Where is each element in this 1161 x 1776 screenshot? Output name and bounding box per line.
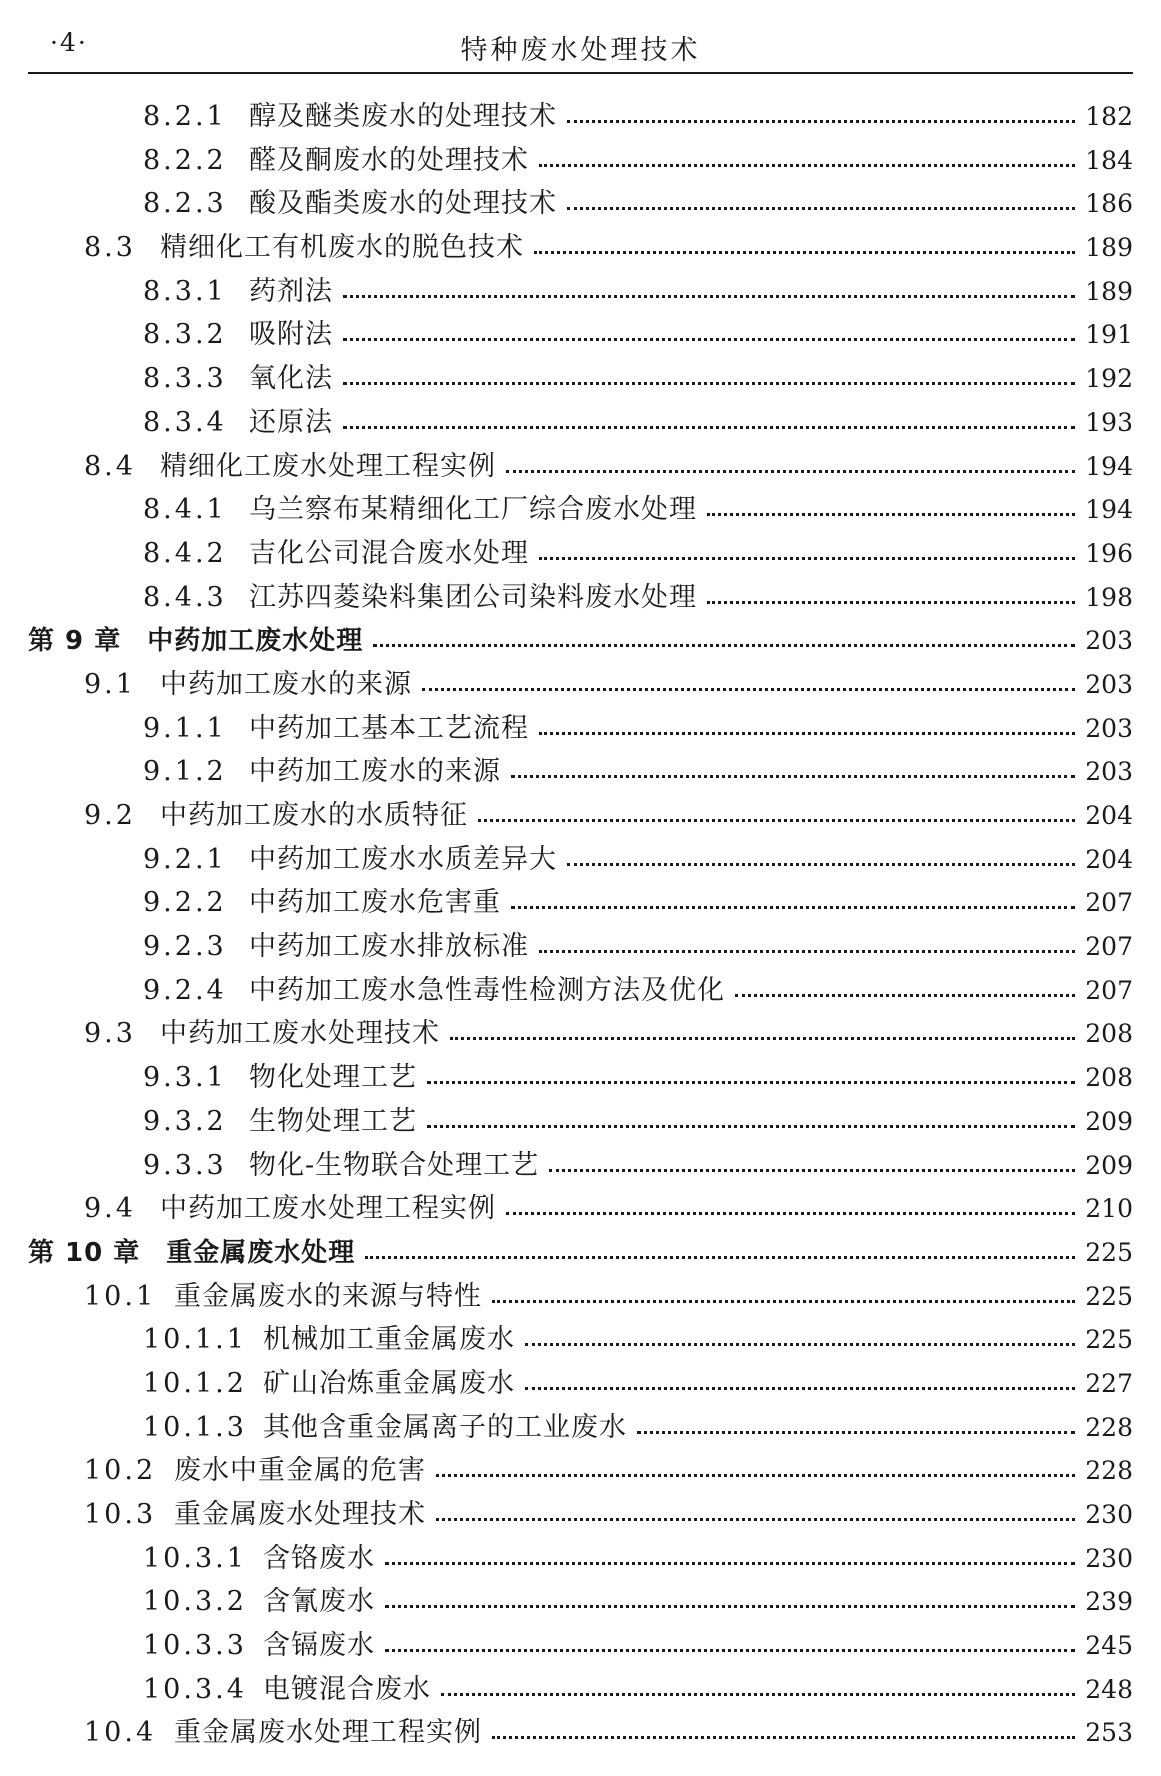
toc-entry-number: 9.1.1: [143, 712, 227, 744]
toc-entry-title: 重金属废水的来源与特性: [174, 1280, 482, 1312]
toc-entry-page: 230: [1085, 1543, 1133, 1573]
dot-leader: [506, 462, 1075, 473]
toc-entry-page: 191: [1085, 320, 1133, 350]
toc-entry-number: 9.3: [84, 1018, 136, 1050]
toc-entry-number: 8.2.1: [143, 101, 227, 132]
toc-section: [28, 445, 1133, 489]
toc-subsection: [28, 838, 1133, 882]
toc-entry-number: 9.2.2: [143, 887, 227, 919]
toc-entry-page: 245: [1085, 1631, 1133, 1661]
toc-entry-number: 9.4: [84, 1193, 136, 1225]
toc-subsection: [28, 401, 1133, 445]
toc-entry-title: 吉化公司混合废水处理: [249, 537, 529, 569]
toc-entry-page: 189: [1085, 233, 1133, 263]
toc-entry-number: 8.4: [84, 450, 136, 482]
toc-entry-title: 精细化工有机废水的脱色技术: [160, 232, 524, 264]
toc-entry-number: 9.1: [84, 668, 136, 700]
toc-entry-title: 氧化法: [249, 363, 333, 395]
toc-entry-page: 203: [1085, 626, 1133, 656]
toc-subsection: [28, 1668, 1133, 1712]
toc-entry-number: 10.3.4: [143, 1673, 247, 1705]
toc-entry-page: 182: [1085, 102, 1133, 131]
toc-entry-number: 8.3.1: [143, 275, 227, 307]
toc-section: [28, 794, 1133, 838]
toc-subsection: [28, 969, 1133, 1013]
dot-leader: [735, 986, 1075, 997]
toc-entry-title: 中药加工废水危害重: [249, 887, 501, 919]
toc-entry-page: 225: [1085, 1281, 1133, 1311]
toc-entry-page: 194: [1085, 451, 1133, 481]
toc-entry-number: 8.4.3: [143, 581, 227, 613]
toc-entry-number: 10.4: [84, 1717, 157, 1749]
toc-entry-number: 9.1.2: [143, 756, 227, 788]
toc-entry-page: 228: [1085, 1412, 1133, 1442]
toc-entry-page: 203: [1085, 757, 1133, 787]
toc-subsection: [28, 1144, 1133, 1188]
toc-subsection: [28, 139, 1133, 183]
toc-entry-number: 8.4.2: [143, 537, 227, 569]
dot-leader: [373, 636, 1075, 647]
dot-leader: [365, 1248, 1075, 1259]
toc-entry-page: 225: [1085, 1325, 1133, 1355]
toc-entry-title: 重金属废水处理: [166, 1237, 356, 1268]
toc-entry-title: 中药加工废水水质差异大: [249, 843, 557, 875]
toc-entry-title: 中药加工废水排放标准: [249, 931, 529, 963]
toc-entry-title: 电镀混合废水: [263, 1673, 431, 1705]
dot-leader: [525, 1379, 1075, 1390]
toc-entry-page: 209: [1085, 1106, 1133, 1136]
dot-leader: [492, 1728, 1075, 1739]
dot-leader: [511, 767, 1075, 778]
toc-subsection: [28, 95, 1133, 139]
toc-entry-title: 重金属废水处理技术: [174, 1499, 426, 1530]
toc-subsection: [28, 925, 1133, 969]
toc-subsection: [28, 1318, 1133, 1362]
toc-entry-number: 10.1.1: [143, 1324, 247, 1356]
toc-entry-page: 203: [1085, 669, 1133, 699]
dot-leader: [539, 724, 1075, 735]
toc-entry-title: 中药加工基本工艺流程: [249, 712, 529, 744]
page-header: [28, 22, 1133, 68]
dot-leader: [525, 1335, 1075, 1346]
dot-leader: [637, 1423, 1075, 1434]
toc-entry-number: 9.3.1: [143, 1062, 227, 1094]
table-of-contents: [28, 95, 1133, 1755]
dot-leader: [511, 898, 1075, 909]
toc-entry-number: 8.2.2: [143, 144, 227, 176]
toc-entry-title: 中药加工废水的来源: [249, 756, 501, 788]
toc-section: [28, 226, 1133, 270]
toc-subsection: [28, 532, 1133, 576]
toc-subsection: [28, 1056, 1133, 1100]
toc-entry-number: 8.3.4: [143, 406, 227, 438]
dot-leader: [343, 330, 1075, 341]
toc-entry-number: 9.2: [84, 800, 136, 831]
toc-entry-number: 9.3.2: [143, 1105, 227, 1137]
dot-leader: [549, 1161, 1075, 1172]
toc-entry-page: 228: [1085, 1456, 1133, 1486]
toc-entry-number: 10.1.2: [143, 1367, 247, 1399]
toc-entry-title: 机械加工重金属废水: [263, 1324, 515, 1356]
dot-leader: [343, 374, 1075, 385]
toc-chapter: [28, 1231, 1133, 1275]
toc-subsection: [28, 707, 1133, 751]
dot-leader: [478, 811, 1075, 822]
toc-entry-number: 10.3.3: [143, 1630, 247, 1662]
toc-subsection: [28, 1624, 1133, 1668]
toc-entry-page: 253: [1085, 1718, 1133, 1748]
dot-leader: [385, 1641, 1075, 1652]
toc-entry-number: 10.3.1: [143, 1542, 247, 1574]
dot-leader: [567, 112, 1075, 123]
toc-entry-page: 207: [1085, 888, 1133, 918]
toc-subsection: [28, 1537, 1133, 1581]
toc-entry-title: 中药加工废水处理工程实例: [160, 1193, 496, 1225]
toc-entry-page: 207: [1085, 932, 1133, 962]
toc-entry-page: 204: [1085, 844, 1133, 874]
dot-leader: [539, 549, 1075, 560]
dot-leader: [539, 156, 1075, 167]
toc-entry-title: 其他含重金属离子的工业废水: [263, 1411, 627, 1443]
toc-entry-title: 中药加工废水处理: [147, 626, 364, 657]
toc-entry-number: 9.3.3: [143, 1149, 227, 1181]
toc-entry-title: 醇及醚类废水的处理技术: [249, 101, 557, 132]
toc-subsection: [28, 270, 1133, 314]
toc-entry-title: 中药加工废水的水质特征: [160, 800, 468, 831]
toc-entry-number: 10.2: [84, 1455, 157, 1487]
header-rule: [28, 72, 1133, 74]
toc-entry-number: 9.2.3: [143, 931, 227, 963]
toc-entry-page: 194: [1085, 495, 1133, 525]
dot-leader: [385, 1554, 1075, 1565]
toc-entry-page: 239: [1085, 1587, 1133, 1617]
toc-subsection: [28, 881, 1133, 925]
dot-leader: [343, 418, 1075, 429]
toc-entry-title: 酸及酯类废水的处理技术: [249, 188, 557, 220]
toc-chapter: [28, 619, 1133, 663]
dot-leader: [492, 1292, 1075, 1303]
toc-entry-title: 生物处理工艺: [249, 1105, 417, 1137]
toc-section: [28, 1187, 1133, 1231]
toc-entry-title: 物化处理工艺: [249, 1062, 417, 1094]
toc-entry-title: 药剂法: [249, 275, 333, 307]
dot-leader: [707, 593, 1075, 604]
toc-entry-number: 8.3: [84, 232, 136, 264]
toc-entry-page: 186: [1085, 189, 1133, 219]
toc-entry-page: 198: [1085, 582, 1133, 612]
toc-section: [28, 1449, 1133, 1493]
toc-entry-number: 10.1: [84, 1280, 157, 1312]
toc-entry-title: 还原法: [249, 406, 333, 438]
toc-entry-number: 8.3.2: [143, 319, 227, 351]
toc-entry-title: 乌兰察布某精细化工厂综合废水处理: [249, 494, 697, 526]
toc-entry-page: 189: [1085, 276, 1133, 306]
dot-leader: [427, 1117, 1075, 1128]
toc-entry-title: 吸附法: [249, 319, 333, 351]
toc-entry-page: 230: [1085, 1500, 1133, 1529]
toc-entry-number: 8.2.3: [143, 188, 227, 220]
toc-entry-page: 204: [1085, 801, 1133, 830]
toc-subsection: [28, 357, 1133, 401]
toc-entry-title: 精细化工废水处理工程实例: [160, 450, 496, 482]
toc-entry-page: 196: [1085, 538, 1133, 568]
toc-section: [28, 663, 1133, 707]
book-title: 特种废水处理技术: [460, 35, 701, 66]
toc-entry-page: 203: [1085, 713, 1133, 743]
toc-entry-number: 8.4.1: [143, 494, 227, 526]
dot-leader: [707, 505, 1075, 516]
page-number: ·4·: [50, 28, 88, 57]
dot-leader: [534, 243, 1075, 254]
dot-leader: [441, 1685, 1075, 1696]
toc-entry-number: 9.2.4: [143, 974, 227, 1006]
toc-entry-page: 227: [1085, 1368, 1133, 1398]
toc-section: [28, 1711, 1133, 1755]
toc-entry-page: 193: [1085, 407, 1133, 437]
toc-subsection: [28, 1100, 1133, 1144]
dot-leader: [567, 199, 1075, 210]
toc-entry-title: 废水中重金属的危害: [174, 1455, 426, 1487]
toc-entry-number: 第 9 章: [28, 626, 122, 657]
toc-entry-page: 225: [1085, 1237, 1133, 1267]
toc-subsection: [28, 1362, 1133, 1406]
toc-entry-title: 含镉废水: [263, 1630, 375, 1662]
toc-entry-page: 192: [1085, 364, 1133, 394]
toc-subsection: [28, 1406, 1133, 1450]
toc-entry-page: 184: [1085, 145, 1133, 175]
dot-leader: [436, 1510, 1075, 1521]
toc-subsection: [28, 576, 1133, 620]
toc-entry-title: 中药加工废水的来源: [160, 668, 412, 700]
dot-leader: [436, 1466, 1075, 1477]
toc-section: [28, 1012, 1133, 1056]
toc-entry-page: 207: [1085, 975, 1133, 1005]
dot-leader: [422, 680, 1075, 691]
toc-entry-page: 209: [1085, 1150, 1133, 1180]
dot-leader: [567, 855, 1075, 866]
dot-leader: [343, 287, 1075, 298]
toc-entry-number: 10.3.2: [143, 1586, 247, 1618]
toc-entry-page: 208: [1085, 1019, 1133, 1049]
toc-entry-number: 第 10 章: [28, 1237, 141, 1268]
toc-entry-page: 248: [1085, 1674, 1133, 1704]
toc-entry-title: 含铬废水: [263, 1542, 375, 1574]
toc-entry-page: 210: [1085, 1194, 1133, 1224]
toc-subsection: [28, 1580, 1133, 1624]
toc-entry-title: 中药加工废水急性毒性检测方法及优化: [249, 974, 725, 1006]
toc-entry-number: 8.3.3: [143, 363, 227, 395]
dot-leader: [450, 1029, 1075, 1040]
toc-entry-number: 10.3: [84, 1499, 157, 1530]
dot-leader: [385, 1597, 1075, 1608]
toc-entry-page: 208: [1085, 1063, 1133, 1093]
toc-entry-title: 重金属废水处理工程实例: [174, 1717, 482, 1749]
toc-subsection: [28, 182, 1133, 226]
toc-entry-title: 江苏四菱染料集团公司染料废水处理: [249, 581, 697, 613]
dot-leader: [427, 1073, 1075, 1084]
dot-leader: [506, 1204, 1075, 1215]
toc-entry-number: 10.1.3: [143, 1411, 247, 1443]
toc-entry-number: 9.2.1: [143, 843, 227, 875]
toc-subsection: [28, 313, 1133, 357]
toc-entry-title: 矿山冶炼重金属废水: [263, 1367, 515, 1399]
toc-entry-title: 中药加工废水处理技术: [160, 1018, 440, 1050]
toc-section: [28, 1275, 1133, 1319]
dot-leader: [539, 942, 1075, 953]
toc-subsection: [28, 488, 1133, 532]
toc-entry-title: 物化-生物联合处理工艺: [249, 1149, 540, 1181]
toc-entry-title: 含氰废水: [263, 1586, 375, 1618]
toc-entry-title: 醛及酮废水的处理技术: [249, 144, 529, 176]
toc-section: [28, 1493, 1133, 1537]
toc-subsection: [28, 750, 1133, 794]
